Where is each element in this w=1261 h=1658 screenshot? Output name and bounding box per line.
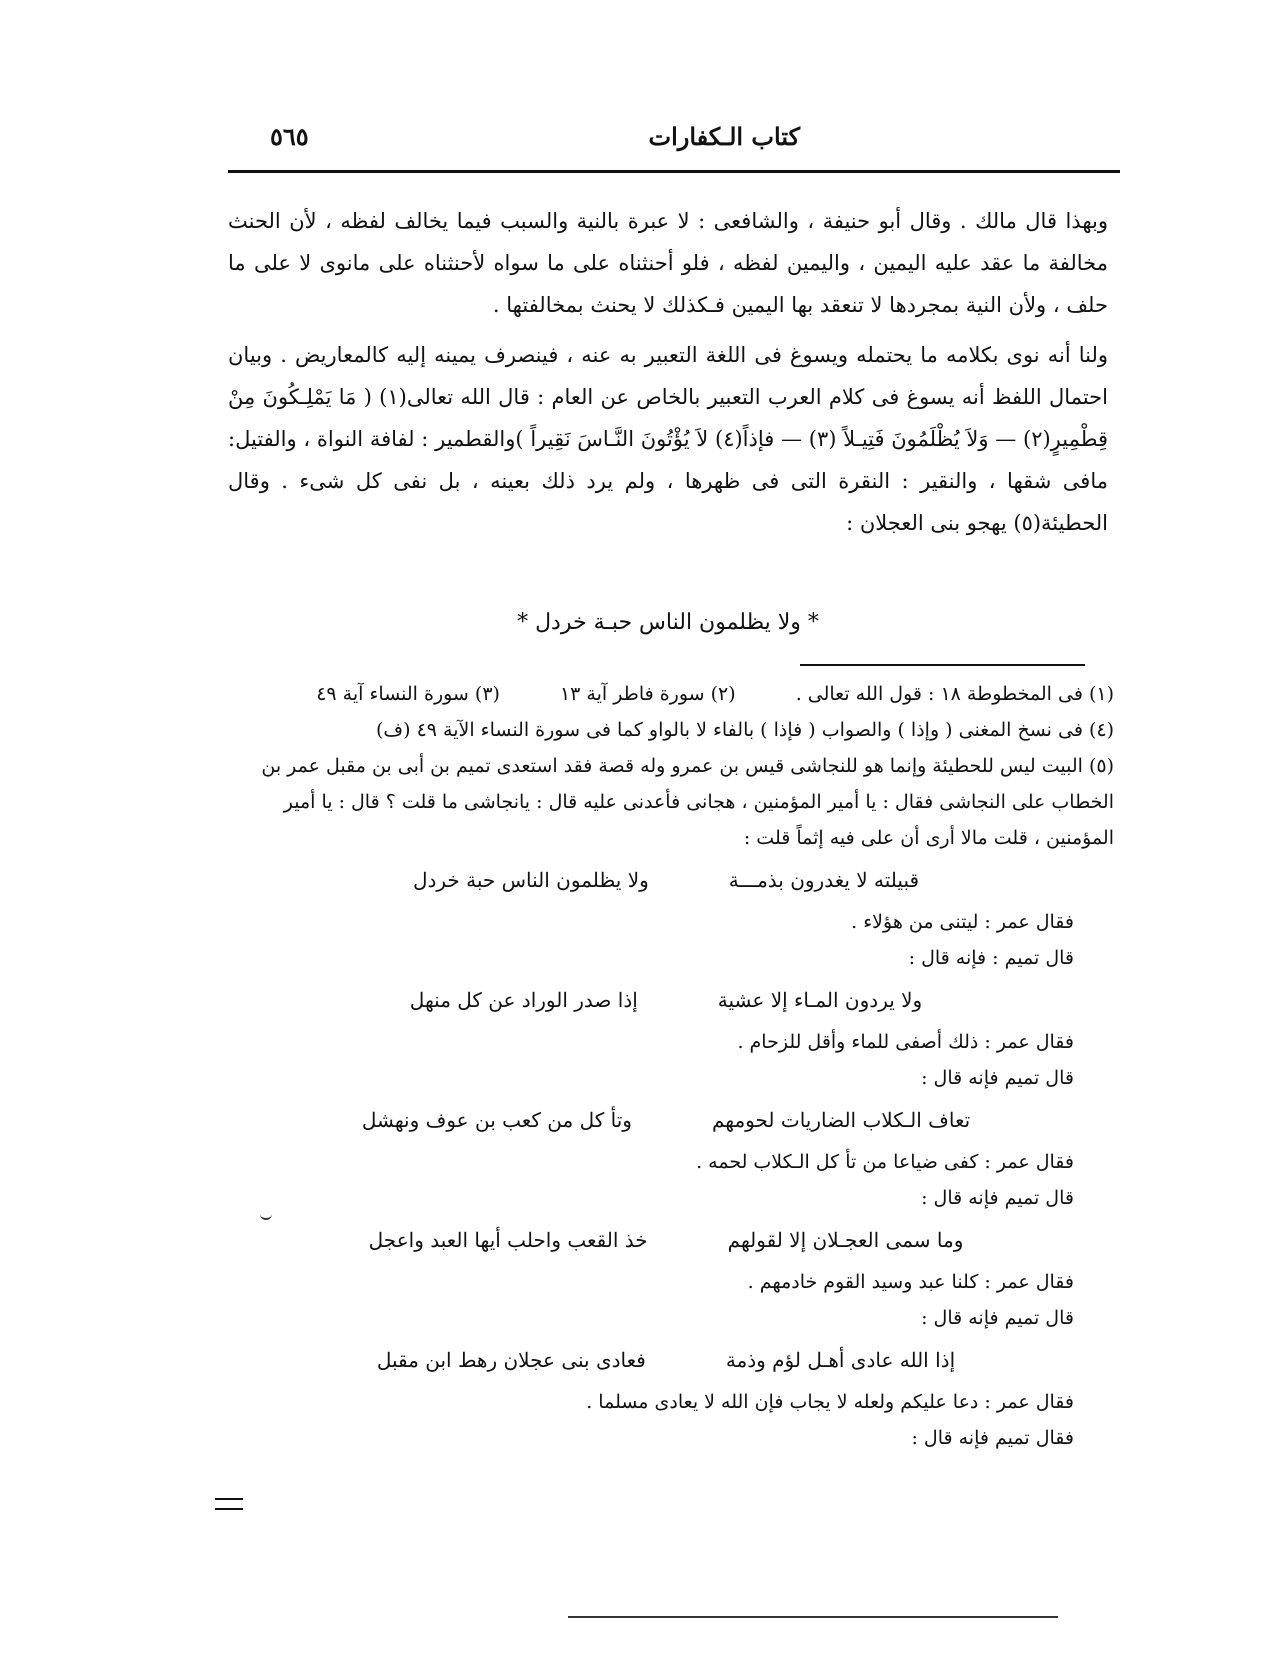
page-number: ٥٦٥ bbox=[270, 122, 309, 151]
dialog-line: فقال عمر : دعا عليكم ولعله لا يجاب فإن الله لا يعادى مسلما . bbox=[586, 1391, 1074, 1413]
hemistich-second: إذا صدر الوراد عن كل منهل bbox=[409, 988, 638, 1012]
verse-line bbox=[218, 1222, 1114, 1258]
dialog-line: فقال عمر : ليتنى من هؤلاء . bbox=[851, 911, 1074, 933]
running-title: كتاب الـكفارات bbox=[648, 122, 800, 151]
footnote-3: (٣) سورة النساء آية ٤٩ bbox=[316, 683, 500, 705]
dialog-line: قال تميم فإنه قال : bbox=[921, 1187, 1074, 1209]
hemistich-first: وما سمى العجـلان إلا لقولهم bbox=[727, 1228, 964, 1252]
dialog-line: قال تميم فإنه قال : bbox=[921, 1067, 1074, 1089]
verse-line bbox=[218, 1102, 1114, 1138]
footnote-separator bbox=[800, 664, 1085, 666]
margin-double-rule bbox=[215, 1498, 243, 1510]
hemistich-second: وتأ كل من كعب بن عوف ونهشل bbox=[361, 1108, 632, 1132]
bottom-rule bbox=[568, 1616, 1058, 1618]
dialog-line: فقال عمر : كلنا عبد وسيد القوم خادمهم . bbox=[747, 1271, 1074, 1293]
page-header bbox=[250, 118, 1130, 158]
footnote-5: (٥) البيت ليس للحطيئة وإنما هو للنجاشى قيس بن عمرو وله قصة فقد استعدى تميم بن أبى بن مقبل عمر بن الخطاب على النجاشى فقال : يا أمير المؤمنين ، هجانى فأعدنى عليه قال : يانجاشى ما قلت ؟ قال : يا أمير المؤمنين ، قلت مالا أرى أن على فيه إثماً قلت : bbox=[261, 755, 1114, 849]
hemistich-first: ولا يردون المـاء إلا عشية bbox=[717, 988, 923, 1012]
paragraph-2: ولنا أنه نوى بكلامه ما يحتمله ويسوغ فى اللغة التعبير به عنه ، فينصرف يمينه إليه كالمعاريض . وبيان احتمال اللفظ أنه يسوغ فى كلام العرب التعبير بالخاص عن العام : قال الله تعالى(١) ( مَا يَمْلِـكُونَ مِنْ قِطْمِيرٍ(٢) — وَلاَ يُظْلَمُونَ فَتِيـلاً (٣) — فإذاً(٤) لاَ يُؤْتُونَ النَّـاسَ نَقِيراً )والقطمير : لفافة النواة ، والفتيل: مافى شقها ، والنقير : النقرة التى فى ظهرها ، ولم يرد ذلك بعينه ، بل نفى كل شىء . وقال الحطيئة(٥) يهجو بنى العجلان : bbox=[228, 343, 1108, 535]
dialog-line: قال تميم : فإنه قال : bbox=[908, 947, 1074, 969]
footnote-4: (٤) فى نسخ المغنى ( وإذا ) والصواب ( فإذا ) بالفاء لا بالواو كما فى سورة النساء الآية ٤٩ (ف) bbox=[376, 719, 1114, 741]
hemistich-first: إذا الله عادى أهـل لؤم وذمة bbox=[725, 1348, 956, 1372]
footnote-row-1 bbox=[218, 676, 1114, 712]
verse-line bbox=[218, 862, 1114, 898]
verse-line bbox=[218, 1342, 1114, 1378]
hemistich-second: خذ القعب واحلب أيها العبد واعجل bbox=[368, 1228, 648, 1252]
dialog-line: فقال عمر : كفى ضياعا من تأ كل الـكلاب لحمه . bbox=[696, 1151, 1074, 1173]
hemistich-first: تعاف الـكلاب الضاريات لحومهم bbox=[711, 1108, 971, 1132]
dialog-line: فقال عمر : ذلك أصفى للماء وأقل للزحام . bbox=[737, 1031, 1074, 1053]
footnote-1: (١) فى المخطوطة ١٨ : قول الله تعالى . bbox=[795, 683, 1114, 705]
hemistich-second: ولا يظلمون الناس حبة خردل bbox=[412, 868, 649, 892]
hemistich-first: قبيلته لا يغدرون بذمـــة bbox=[728, 868, 920, 892]
header-rule bbox=[228, 170, 1120, 173]
verse-line bbox=[218, 982, 1114, 1018]
dialog-line: قال تميم فإنه قال : bbox=[921, 1307, 1074, 1329]
main-text bbox=[228, 200, 1108, 552]
hemistich-second: فعادى بنى عجلان رهط ابن مقبل bbox=[376, 1348, 646, 1372]
paragraph-1: وبهذا قال مالك . وقال أبو حنيفة ، والشافعى : لا عبرة بالنية والسبب فيما يخالف لفظه ، لأن الحنث مخالفة ما عقد عليه اليمين ، واليمين لفظه ، فلو أحنثناه على ما سواه لأحنثناه على مانوى لا على ما حلف ، ولأن النية بمجردها لا تنعقد بها اليمين فـكذلك لا يحنث بمخالفتها . bbox=[228, 209, 1108, 317]
dialog-line: فقال تميم فإنه قال : bbox=[911, 1427, 1074, 1449]
quoted-verse: * ولا يظلمون الناس حبـة خردل * bbox=[517, 610, 819, 635]
footnote-2: (٢) سورة فاطر آية ١٣ bbox=[559, 683, 736, 705]
footnotes bbox=[218, 676, 1114, 1456]
